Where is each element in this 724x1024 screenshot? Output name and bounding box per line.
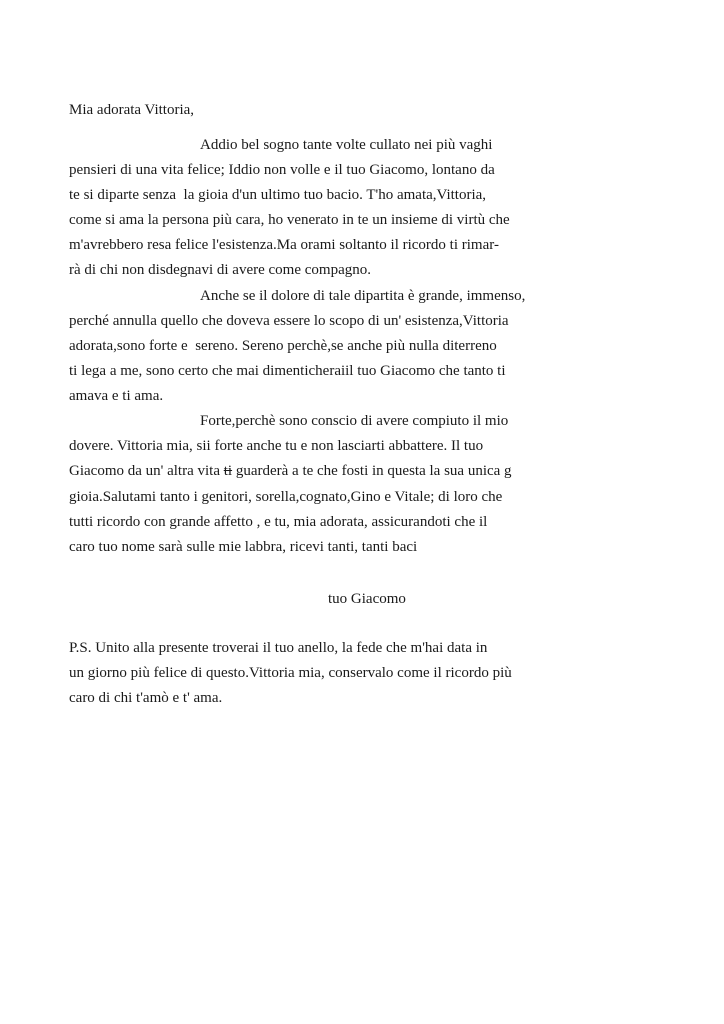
- paragraph-1-line-1: Addio bel sogno tante volte cullato nei più vaghi: [200, 137, 493, 153]
- paragraph-1-line-4: come si ama la persona più cara, ho venerato in te un insieme di virtù che: [69, 212, 510, 228]
- postscript-line-3: caro di chi t'amò e t' ama.: [69, 690, 223, 706]
- paragraph-2-line-3: adorata,sono forte e sereno. Sereno perchè,se anche più nulla diterreno: [69, 338, 497, 354]
- paragraph-2-line-5: amava e ti ama.: [69, 388, 164, 404]
- paragraph-3-line-3: [69, 462, 512, 480]
- paragraph-1-line-5: m'avrebbero resa felice l'esistenza.Ma orami soltanto il ricordo ti rimar-: [69, 237, 499, 253]
- paragraph-2-line-2: perché annulla quello che doveva essere lo scopo di un' esistenza,Vittoria: [69, 313, 509, 329]
- paragraph-3-line-3-start: Giacomo da un' altra vita: [69, 463, 224, 479]
- postscript-line-2: un giorno più felice di questo.Vittoria mia, conservalo come il ricordo più: [69, 665, 512, 681]
- paragraph-3-line-6: caro tuo nome sarà sulle mie labbra, ricevi tanti, tanti baci: [69, 539, 418, 555]
- paragraph-1-line-6: rà di chi non disdegnavi di avere come compagno.: [69, 262, 371, 278]
- paragraph-1-line-3: te si diparte senza la gioia d'un ultimo tuo bacio. T'ho amata,Vittoria,: [69, 187, 487, 203]
- paragraph-3-line-2: dovere. Vittoria mia, sii forte anche tu e non lasciarti abbattere. Il tuo: [69, 438, 484, 454]
- struck-word: ti: [223, 463, 233, 479]
- paragraph-3-line-4: gioia.Salutami tanto i genitori, sorella,cognato,Gino e Vitale; di loro che: [69, 489, 503, 505]
- salutation: Mia adorata Vittoria,: [69, 102, 195, 118]
- paragraph-3-line-3-end: guarderà a te che fosti in questa la sua unica g: [232, 463, 512, 479]
- paragraph-3-line-1: Forte,perchè sono conscio di avere compiuto il mio: [200, 413, 509, 429]
- paragraph-2-line-4: ti lega a me, sono certo che mai dimenticheraiil tuo Giacomo che tanto ti: [69, 363, 506, 379]
- paragraph-3-line-5: tutti ricordo con grande affetto , e tu, mia adorata, assicurandoti che il: [69, 514, 488, 530]
- postscript-line-1: P.S. Unito alla presente troverai il tuo anello, la fede che m'hai data in: [69, 640, 488, 656]
- signature: tuo Giacomo: [328, 591, 406, 607]
- paragraph-2-line-1: Anche se il dolore di tale dipartita è grande, immenso,: [200, 288, 526, 304]
- paragraph-1-line-2: pensieri di una vita felice; Iddio non volle e il tuo Giacomo, lontano da: [69, 162, 495, 178]
